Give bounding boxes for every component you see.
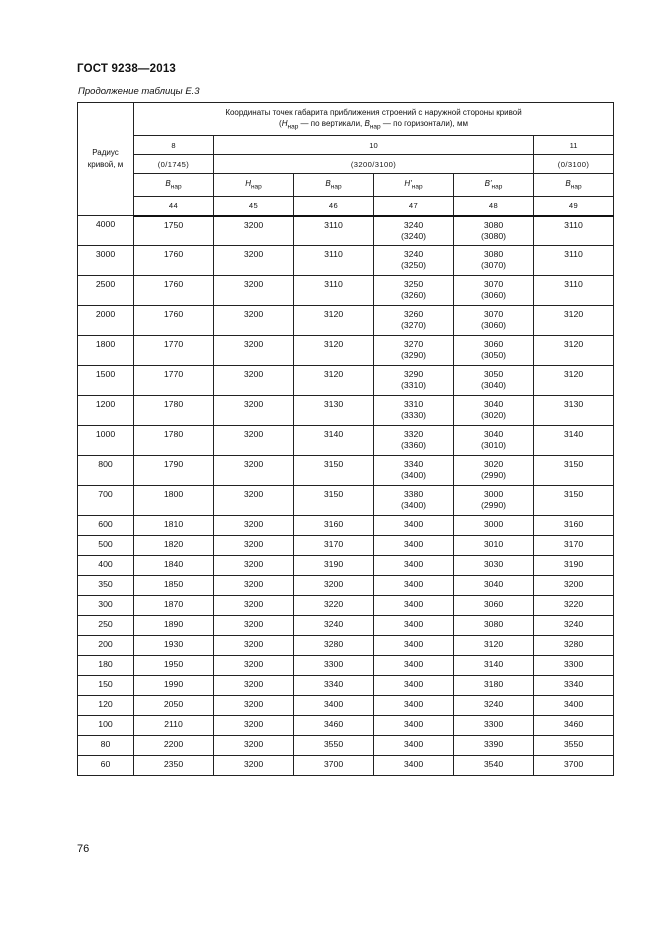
cell-value-bracketed: (3020) xyxy=(480,410,507,420)
cell-value-bracketed: (3060) xyxy=(480,290,507,300)
cell-value: 3250 xyxy=(403,279,424,289)
cell-col-48 xyxy=(454,396,534,426)
table-row xyxy=(78,536,614,556)
cell-col-44: 1760 xyxy=(134,306,214,336)
cell-radius: 700 xyxy=(78,486,134,516)
table-row xyxy=(78,696,614,716)
cell-col-46: 3240 xyxy=(294,616,374,636)
cell-col-47 xyxy=(374,616,454,636)
cell-col-45: 3200 xyxy=(214,676,294,696)
cell-value-bracketed: (3050) xyxy=(480,350,507,360)
cell-col-46: 3150 xyxy=(294,486,374,516)
symbol-col-47: $H'_{нар}$ xyxy=(374,174,454,197)
table-row xyxy=(78,656,614,676)
cell-col-46: 3200 xyxy=(294,576,374,596)
cell-col-49: 3280 xyxy=(534,636,614,656)
cell-value: 3040 xyxy=(483,579,504,589)
cell-radius: 500 xyxy=(78,536,134,556)
point-number-10: 10 xyxy=(214,136,534,155)
cell-col-48 xyxy=(454,616,534,636)
cell-col-48 xyxy=(454,456,534,486)
cell-col-46: 3160 xyxy=(294,516,374,536)
table-row xyxy=(78,336,614,366)
cell-col-45: 3200 xyxy=(214,636,294,656)
cell-col-45: 3200 xyxy=(214,486,294,516)
cell-radius: 180 xyxy=(78,656,134,676)
cell-col-46: 3170 xyxy=(294,536,374,556)
cell-value: 3400 xyxy=(403,679,424,689)
table-row xyxy=(78,216,614,246)
cell-value: 3020 xyxy=(483,459,504,469)
cell-col-47 xyxy=(374,306,454,336)
cell-radius: 2000 xyxy=(78,306,134,336)
table-row xyxy=(78,456,614,486)
cell-radius: 1800 xyxy=(78,336,134,366)
cell-col-48 xyxy=(454,426,534,456)
cell-value: 3240 xyxy=(403,249,424,259)
cell-value-bracketed: (3270) xyxy=(400,320,427,330)
cell-col-44: 2050 xyxy=(134,696,214,716)
cell-value-bracketed: (3400) xyxy=(400,500,427,510)
table-row xyxy=(78,426,614,456)
point-number-8: 8 xyxy=(134,136,214,155)
cell-value: 3240 xyxy=(483,699,504,709)
table-row xyxy=(78,556,614,576)
cell-col-48 xyxy=(454,596,534,616)
cell-col-49: 3140 xyxy=(534,426,614,456)
table-row xyxy=(78,576,614,596)
cell-col-47 xyxy=(374,596,454,616)
cell-value: 3320 xyxy=(403,429,424,439)
cell-col-48 xyxy=(454,656,534,676)
cell-radius: 350 xyxy=(78,576,134,596)
cell-col-44: 1790 xyxy=(134,456,214,486)
cell-radius: 100 xyxy=(78,716,134,736)
cell-value: 3400 xyxy=(403,599,424,609)
cell-col-45: 3200 xyxy=(214,366,294,396)
column-number-46: 46 xyxy=(294,197,374,216)
cell-radius: 80 xyxy=(78,736,134,756)
point-coord-10: (3200/3100) xyxy=(214,155,534,174)
cell-col-47 xyxy=(374,216,454,246)
cell-col-45: 3200 xyxy=(214,426,294,456)
cell-value: 3050 xyxy=(483,369,504,379)
column-number-47: 47 xyxy=(374,197,454,216)
cell-col-49: 3110 xyxy=(534,276,614,306)
symbol-col-45: $H_{нар}$ xyxy=(214,174,294,197)
cell-col-47 xyxy=(374,456,454,486)
cell-col-44: 1780 xyxy=(134,396,214,426)
cell-col-44: 2200 xyxy=(134,736,214,756)
cell-col-46: 3400 xyxy=(294,696,374,716)
table-row xyxy=(78,396,614,426)
cell-value: 3070 xyxy=(483,309,504,319)
cell-col-48 xyxy=(454,536,534,556)
cell-col-47 xyxy=(374,336,454,366)
cell-value: 3380 xyxy=(403,489,424,499)
column-number-49: 49 xyxy=(534,197,614,216)
cell-col-46: 3140 xyxy=(294,426,374,456)
cell-col-48 xyxy=(454,276,534,306)
cell-col-44: 1800 xyxy=(134,486,214,516)
cell-col-46: 3340 xyxy=(294,676,374,696)
cell-value: 3240 xyxy=(403,219,424,230)
cell-value-bracketed: (2990) xyxy=(480,500,507,510)
cell-value: 3400 xyxy=(403,759,424,769)
cell-radius: 800 xyxy=(78,456,134,486)
cell-value: 3070 xyxy=(483,279,504,289)
cell-value-bracketed: (3360) xyxy=(400,440,427,450)
cell-col-49: 3400 xyxy=(534,696,614,716)
cell-col-46: 3300 xyxy=(294,656,374,676)
cell-col-49: 3300 xyxy=(534,656,614,676)
cell-radius: 1000 xyxy=(78,426,134,456)
cell-col-45: 3200 xyxy=(214,756,294,776)
cell-value: 3120 xyxy=(483,639,504,649)
cell-value: 3400 xyxy=(403,579,424,589)
symbol-col-49: $B_{нар}$ xyxy=(534,174,614,197)
column-number-48: 48 xyxy=(454,197,534,216)
cell-col-46: 3110 xyxy=(294,246,374,276)
cell-col-45: 3200 xyxy=(214,456,294,486)
cell-col-49: 3700 xyxy=(534,756,614,776)
table-row xyxy=(78,276,614,306)
cell-col-47 xyxy=(374,536,454,556)
table-row xyxy=(78,596,614,616)
cell-col-45: 3200 xyxy=(214,736,294,756)
cell-col-45: 3200 xyxy=(214,516,294,536)
cell-col-49: 3200 xyxy=(534,576,614,596)
cell-col-44: 2350 xyxy=(134,756,214,776)
cell-col-48 xyxy=(454,366,534,396)
cell-col-45: 3200 xyxy=(214,596,294,616)
cell-col-47 xyxy=(374,676,454,696)
cell-value-bracketed: (3330) xyxy=(400,410,427,420)
cell-radius: 4000 xyxy=(78,216,134,246)
cell-col-45: 3200 xyxy=(214,576,294,596)
cell-value: 3400 xyxy=(403,519,424,529)
cell-value: 3400 xyxy=(403,699,424,709)
cell-col-45: 3200 xyxy=(214,246,294,276)
table-row xyxy=(78,676,614,696)
cell-radius: 300 xyxy=(78,596,134,616)
cell-col-45: 3200 xyxy=(214,396,294,426)
cell-col-49: 3220 xyxy=(534,596,614,616)
cell-col-48 xyxy=(454,576,534,596)
cell-radius: 3000 xyxy=(78,246,134,276)
cell-col-47 xyxy=(374,636,454,656)
cell-value-bracketed: (3010) xyxy=(480,440,507,450)
cell-value: 3390 xyxy=(483,739,504,749)
cell-radius: 200 xyxy=(78,636,134,656)
cell-value: 3000 xyxy=(483,489,504,499)
cell-value: 3400 xyxy=(403,639,424,649)
symbol-col-46: $B_{нар}$ xyxy=(294,174,374,197)
cell-radius: 150 xyxy=(78,676,134,696)
cell-col-44: 1850 xyxy=(134,576,214,596)
cell-col-46: 3120 xyxy=(294,336,374,366)
coordinates-table xyxy=(77,102,614,776)
cell-col-49: 3130 xyxy=(534,396,614,426)
cell-radius: 400 xyxy=(78,556,134,576)
cell-col-48 xyxy=(454,216,534,246)
cell-col-45: 3200 xyxy=(214,616,294,636)
cell-col-45: 3200 xyxy=(214,656,294,676)
symbol-col-44: $B_{нар}$ xyxy=(134,174,214,197)
cell-col-47 xyxy=(374,696,454,716)
cell-col-46: 3550 xyxy=(294,736,374,756)
cell-col-47 xyxy=(374,656,454,676)
cell-value: 3040 xyxy=(483,399,504,409)
cell-col-49: 3110 xyxy=(534,246,614,276)
table-row xyxy=(78,636,614,656)
cell-col-47 xyxy=(374,396,454,426)
cell-value-bracketed: (3400) xyxy=(400,470,427,480)
cell-col-44: 1890 xyxy=(134,616,214,636)
cell-col-49: 3120 xyxy=(534,306,614,336)
cell-value: 3400 xyxy=(403,739,424,749)
cell-col-46: 3150 xyxy=(294,456,374,486)
cell-col-48 xyxy=(454,676,534,696)
cell-col-45: 3200 xyxy=(214,276,294,306)
cell-col-45: 3200 xyxy=(214,556,294,576)
cell-col-46: 3120 xyxy=(294,366,374,396)
cell-col-44: 1950 xyxy=(134,656,214,676)
cell-col-47 xyxy=(374,366,454,396)
cell-col-46: 3280 xyxy=(294,636,374,656)
cell-col-44: 1780 xyxy=(134,426,214,456)
cell-col-48 xyxy=(454,736,534,756)
table-row xyxy=(78,366,614,396)
cell-col-47 xyxy=(374,486,454,516)
cell-value: 3340 xyxy=(403,459,424,469)
table-row xyxy=(78,246,614,276)
group-header: Координаты точек габарита приближения строений с наружной стороны кривой ($H_{нар}$ — по вертикали, $B_{нар}$ — по горизонтали), мм xyxy=(134,103,614,136)
cell-col-46: 3220 xyxy=(294,596,374,616)
cell-col-44: 1760 xyxy=(134,246,214,276)
cell-radius: 1200 xyxy=(78,396,134,426)
table-row xyxy=(78,756,614,776)
cell-col-46: 3190 xyxy=(294,556,374,576)
symbol-col-48: $B'_{нар}$ xyxy=(454,174,534,197)
cell-value-bracketed: (3240) xyxy=(400,230,427,241)
cell-radius: 600 xyxy=(78,516,134,536)
cell-col-44: 1750 xyxy=(134,216,214,246)
cell-value: 3540 xyxy=(483,759,504,769)
cell-value-bracketed: (3060) xyxy=(480,320,507,330)
cell-col-45: 3200 xyxy=(214,696,294,716)
point-number-11: 11 xyxy=(534,136,614,155)
cell-value: 3290 xyxy=(403,369,424,379)
cell-value: 3260 xyxy=(403,309,424,319)
cell-value: 3080 xyxy=(483,619,504,629)
cell-value-bracketed: (3260) xyxy=(400,290,427,300)
cell-col-48 xyxy=(454,516,534,536)
cell-col-46: 3120 xyxy=(294,306,374,336)
cell-value: 3030 xyxy=(483,559,504,569)
table-caption: Продолжение таблицы Е.3 xyxy=(78,86,200,97)
cell-value: 3080 xyxy=(483,219,504,230)
cell-value: 3000 xyxy=(483,519,504,529)
cell-value-bracketed: (3250) xyxy=(400,260,427,270)
cell-value-bracketed: (3080) xyxy=(480,230,507,241)
cell-col-48 xyxy=(454,246,534,276)
table-row xyxy=(78,716,614,736)
cell-value: 3400 xyxy=(403,719,424,729)
cell-col-48 xyxy=(454,336,534,366)
cell-col-45: 3200 xyxy=(214,306,294,336)
column-number-45: 45 xyxy=(214,197,294,216)
cell-col-49: 3120 xyxy=(534,366,614,396)
cell-col-44: 1770 xyxy=(134,366,214,396)
cell-value-bracketed: (3070) xyxy=(480,260,507,270)
cell-value: 3270 xyxy=(403,339,424,349)
cell-col-49: 3170 xyxy=(534,536,614,556)
cell-value-bracketed: (3040) xyxy=(480,380,507,390)
cell-col-46: 3460 xyxy=(294,716,374,736)
cell-col-46: 3130 xyxy=(294,396,374,426)
cell-col-47 xyxy=(374,576,454,596)
point-coord-11: (0/3100) xyxy=(534,155,614,174)
cell-value: 3400 xyxy=(403,619,424,629)
cell-radius: 2500 xyxy=(78,276,134,306)
cell-col-45: 3200 xyxy=(214,216,294,246)
table-row xyxy=(78,516,614,536)
cell-col-49: 3550 xyxy=(534,736,614,756)
cell-col-44: 1770 xyxy=(134,336,214,366)
cell-value-bracketed: (3310) xyxy=(400,380,427,390)
cell-col-49: 3160 xyxy=(534,516,614,536)
cell-radius: 1500 xyxy=(78,366,134,396)
cell-col-48 xyxy=(454,756,534,776)
cell-col-47 xyxy=(374,716,454,736)
cell-col-47 xyxy=(374,736,454,756)
cell-col-44: 1930 xyxy=(134,636,214,656)
cell-value: 3140 xyxy=(483,659,504,669)
cell-radius: 60 xyxy=(78,756,134,776)
cell-col-46: 3110 xyxy=(294,276,374,306)
cell-col-45: 3200 xyxy=(214,336,294,366)
cell-col-47 xyxy=(374,246,454,276)
cell-col-45: 3200 xyxy=(214,716,294,736)
cell-col-49: 3340 xyxy=(534,676,614,696)
cell-value-bracketed: (2990) xyxy=(480,470,507,480)
cell-col-44: 1820 xyxy=(134,536,214,556)
table-row xyxy=(78,616,614,636)
cell-col-48 xyxy=(454,556,534,576)
cell-col-44: 1870 xyxy=(134,596,214,616)
cell-col-44: 2110 xyxy=(134,716,214,736)
cell-col-48 xyxy=(454,306,534,336)
cell-col-44: 1990 xyxy=(134,676,214,696)
cell-value: 3300 xyxy=(483,719,504,729)
document-title: ГОСТ 9238—2013 xyxy=(77,63,177,75)
cell-value: 3400 xyxy=(403,659,424,669)
cell-col-46: 3700 xyxy=(294,756,374,776)
cell-col-49: 3150 xyxy=(534,486,614,516)
cell-col-47 xyxy=(374,756,454,776)
cell-col-48 xyxy=(454,486,534,516)
cell-value: 3040 xyxy=(483,429,504,439)
cell-col-47 xyxy=(374,556,454,576)
cell-col-48 xyxy=(454,636,534,656)
page-number: 76 xyxy=(77,843,90,855)
cell-col-49: 3120 xyxy=(534,336,614,366)
cell-value: 3080 xyxy=(483,249,504,259)
cell-col-49: 3190 xyxy=(534,556,614,576)
cell-col-47 xyxy=(374,516,454,536)
table-row xyxy=(78,486,614,516)
cell-value: 3060 xyxy=(483,599,504,609)
point-coord-8: (0/1745) xyxy=(134,155,214,174)
cell-col-48 xyxy=(454,696,534,716)
cell-value: 3010 xyxy=(483,539,504,549)
cell-col-47 xyxy=(374,426,454,456)
cell-value: 3180 xyxy=(483,679,504,689)
radius-header: Радиус кривой, м xyxy=(78,103,134,216)
cell-value: 3310 xyxy=(403,399,424,409)
column-number-44: 44 xyxy=(134,197,214,216)
cell-value: 3060 xyxy=(483,339,504,349)
cell-col-44: 1840 xyxy=(134,556,214,576)
cell-col-49: 3110 xyxy=(534,216,614,246)
cell-col-44: 1760 xyxy=(134,276,214,306)
cell-col-45: 3200 xyxy=(214,536,294,556)
cell-col-48 xyxy=(454,716,534,736)
cell-value-bracketed: (3290) xyxy=(400,350,427,360)
cell-col-49: 3150 xyxy=(534,456,614,486)
cell-col-49: 3240 xyxy=(534,616,614,636)
cell-radius: 120 xyxy=(78,696,134,716)
table-row xyxy=(78,306,614,336)
cell-value: 3400 xyxy=(403,559,424,569)
cell-col-44: 1810 xyxy=(134,516,214,536)
cell-value: 3400 xyxy=(403,539,424,549)
cell-radius: 250 xyxy=(78,616,134,636)
table-row xyxy=(78,736,614,756)
cell-col-46: 3110 xyxy=(294,216,374,246)
cell-col-49: 3460 xyxy=(534,716,614,736)
cell-col-47 xyxy=(374,276,454,306)
